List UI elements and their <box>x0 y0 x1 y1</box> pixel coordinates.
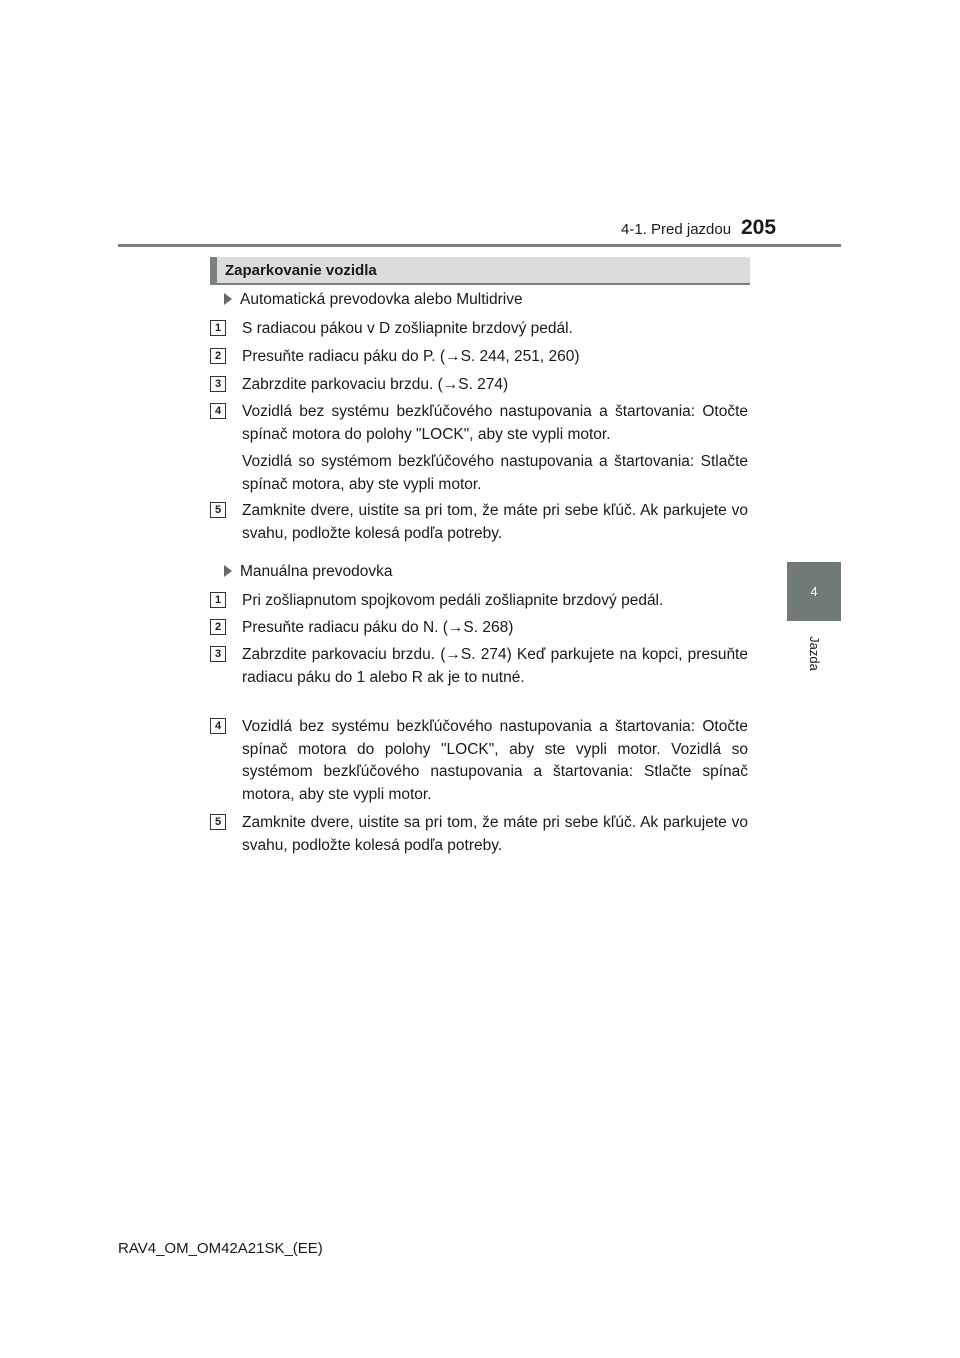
step-number-badge: 3 <box>210 376 226 392</box>
step-text: Vozidlá so systémom bezkľúčového nastupovania a štartovania: Stlačte spínač motora, aby ste vypli motor. <box>242 453 748 493</box>
subheading-manual: Manuálna prevodovka <box>224 562 393 582</box>
step-text: Presuňte radiacu páku do N. (→S. 268) <box>242 619 514 636</box>
step-text: Zamknite dvere, uistite sa pri tom, že máte pri sebe kľúč. Ak parkujete vo svahu, podložte kolesá podľa potreby. <box>242 502 748 542</box>
step-text: Vozidlá bez systému bezkľúčového nastupovania a štartovania: Otočte spínač motora do polohy "LOCK", aby ste vypli motor. <box>242 403 748 443</box>
triangle-bullet-icon <box>224 293 232 305</box>
step-text: Zamknite dvere, uistite sa pri tom, že máte pri sebe kľúč. Ak parkujete vo svahu, podložte kolesá podľa potreby. <box>242 814 748 854</box>
header-divider <box>118 244 841 247</box>
section-title: Zaparkovanie vozidla <box>225 262 377 279</box>
triangle-bullet-icon <box>224 565 232 577</box>
step-number-badge: 4 <box>210 718 226 734</box>
step-number-badge: 2 <box>210 619 226 635</box>
subheading-automatic: Automatická prevodovka alebo Multidrive <box>224 290 523 310</box>
section-heading <box>210 257 750 285</box>
section-heading-bar <box>210 257 217 283</box>
step-text: S radiacou pákou v D zošliapnite brzdový pedál. <box>242 320 573 337</box>
step-text: Zabrzdite parkovaciu brzdu. (→S. 274) <box>242 376 509 393</box>
chapter-label: Jazda <box>806 635 822 671</box>
step-number-badge: 5 <box>210 814 226 830</box>
step-number-badge: 2 <box>210 348 226 364</box>
step-number-badge: 1 <box>210 592 226 608</box>
step-number-badge: 4 <box>210 403 226 419</box>
step-number-badge: 3 <box>210 646 226 662</box>
step-text: Presuňte radiacu páku do P. (→S. 244, 251, 260) <box>242 348 580 365</box>
page-number: 205 <box>741 216 777 239</box>
step-text: Vozidlá bez systému bezkľúčového nastupovania a štartovania: Otočte spínač motora do polohy "LOCK", aby ste vypli motor. Vozidlá so systémom bezkľúčového nastupovania a štartovania: Stlačte spínač motora, aby ste vypli motor. <box>242 718 748 803</box>
document-code: RAV4_OM_OM42A21SK_(EE) <box>118 1240 323 1257</box>
running-header-section: 4-1. Pred jazdou <box>621 221 732 238</box>
step-number-badge: 1 <box>210 320 226 336</box>
step-text: Pri zošliapnutom spojkovom pedáli zošliapnite brzdový pedál. <box>242 592 664 609</box>
step-number-badge: 5 <box>210 502 226 518</box>
chapter-tab: 4 <box>787 562 841 621</box>
step-text: Zabrzdite parkovaciu brzdu. (→S. 274) Keď parkujete na kopci, presuňte radiacu páku do 1 alebo R ak je to nutné. <box>242 646 748 686</box>
